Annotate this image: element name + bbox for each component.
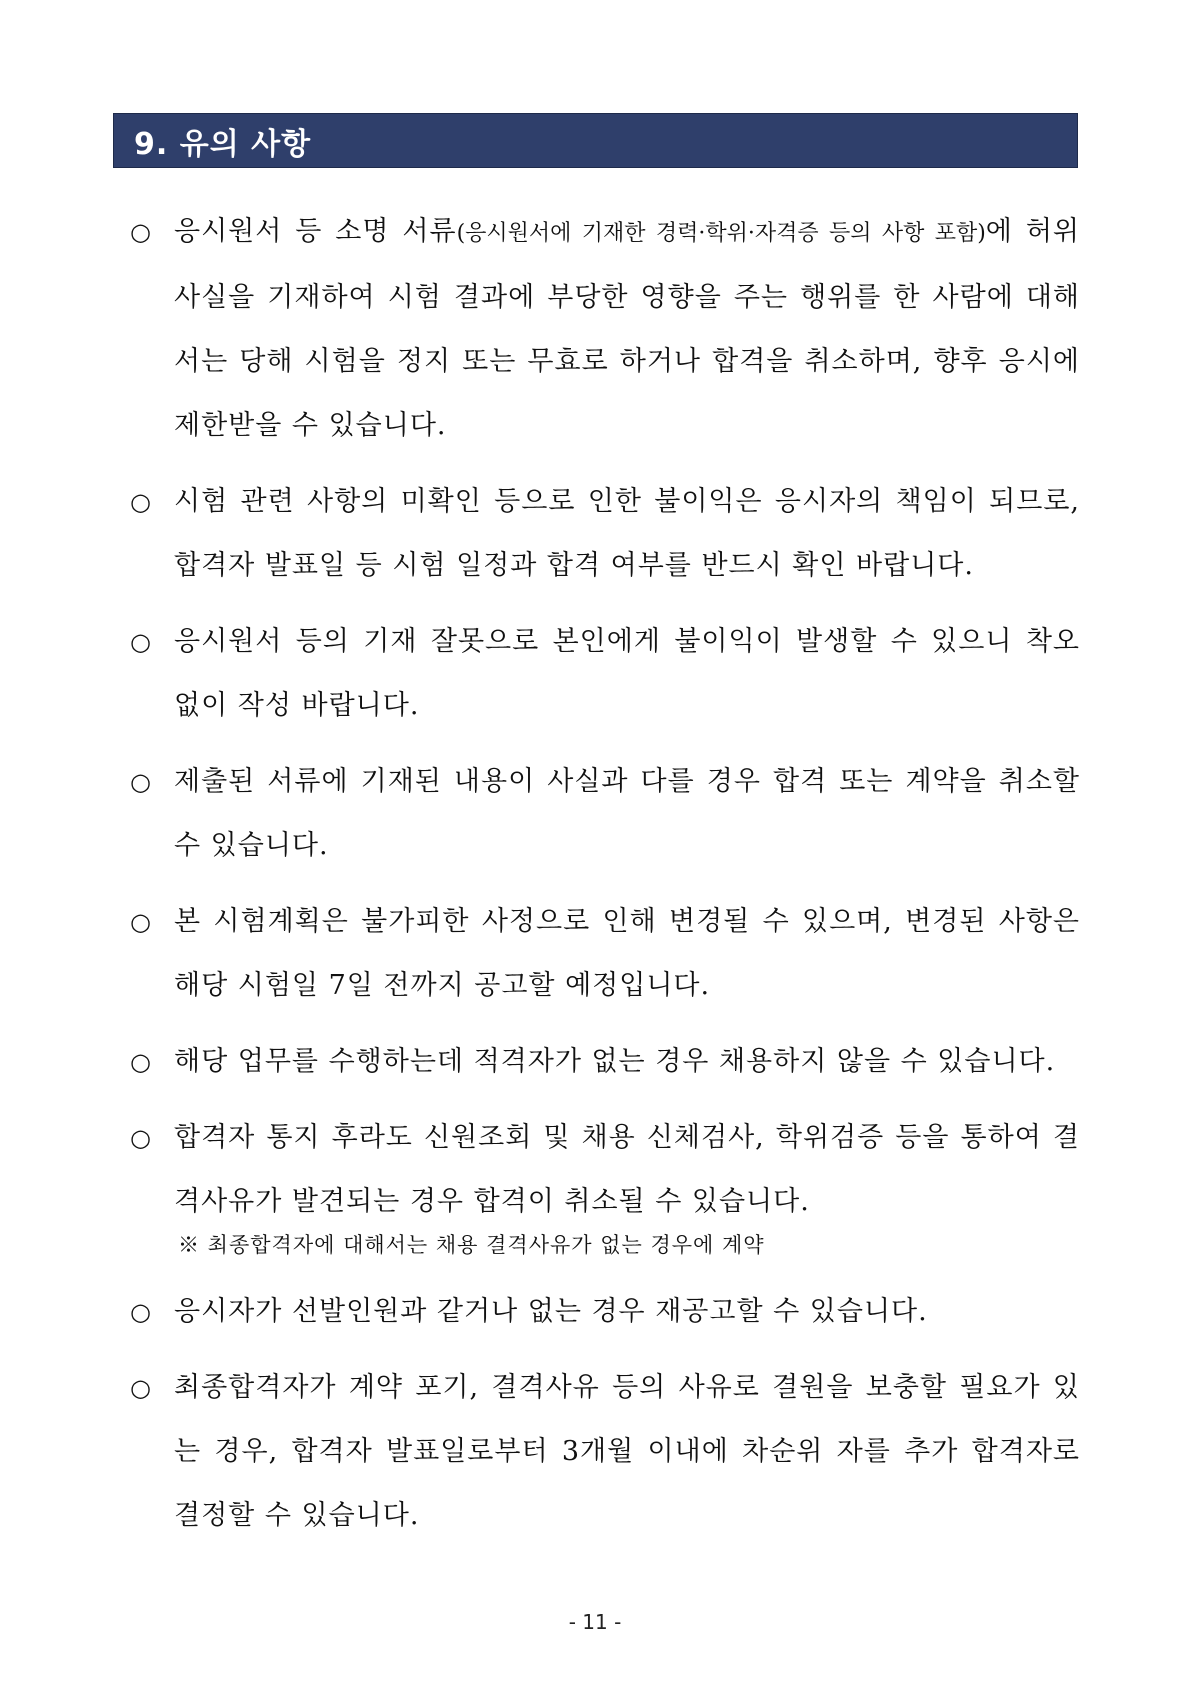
notice-item-unchecked-info: [130, 470, 1080, 598]
notice-item-additional-pass: [130, 1356, 1080, 1548]
bullet-circle-icon: ○: [130, 1298, 152, 1326]
notice-item-readvertise: [130, 1280, 1080, 1344]
bullet-circle-icon: ○: [130, 768, 152, 796]
notice-item-no-qualified: [130, 1030, 1080, 1094]
notice-text: 응시원서 등의 기재 잘못으로 본인에게 불이익이 발생할 수 있으니 착오 없이 작성 바랍니다.: [174, 626, 1080, 721]
notice-item-plan-changes: [130, 890, 1080, 1018]
notice-item-application-errors: [130, 610, 1080, 738]
bullet-circle-icon: ○: [130, 1374, 152, 1402]
section-title: 9. 유의 사항: [134, 126, 312, 162]
notice-item-document-mismatch: [130, 750, 1080, 878]
notice-text: 응시자가 선발인원과 같거나 없는 경우 재공고할 수 있습니다.: [174, 1296, 928, 1327]
notice-text: 합격자 통지 후라도 신원조회 및 채용 신체검사, 학위검증 등을 통하여 결격사유가 발견되는 경우 합격이 취소될 수 있습니다.: [174, 1122, 1080, 1217]
notice-text: 본 시험계획은 불가피한 사정으로 인해 변경될 수 있으며, 변경된 사항은 해당 시험일 7일 전까지 공고할 예정입니다.: [174, 906, 1080, 1001]
bullet-circle-icon: ○: [130, 218, 152, 246]
notice-text: 해당 업무를 수행하는데 적격자가 없는 경우 채용하지 않을 수 있습니다.: [174, 1046, 1056, 1077]
bullet-circle-icon: ○: [130, 628, 152, 656]
reference-note: ※ 최종합격자에 대해서는 채용 결격사유가 없는 경우에 계약: [178, 1233, 765, 1257]
notice-text: 제출된 서류에 기재된 내용이 사실과 다를 경우 합격 또는 계약을 취소할 수 있습니다.: [174, 766, 1080, 861]
notice-item-false-documents: [130, 200, 1080, 458]
page-number: - 11 -: [568, 1610, 622, 1634]
notice-list: [130, 200, 1080, 1560]
bullet-circle-icon: ○: [130, 1124, 152, 1152]
notice-text: 시험 관련 사항의 미확인 등으로 인한 불이익은 응시자의 책임이 되므로, 합격자 발표일 등 시험 일정과 합격 여부를 반드시 확인 바랍니다.: [174, 486, 1080, 581]
bullet-circle-icon: ○: [130, 1048, 152, 1076]
bullet-circle-icon: ○: [130, 488, 152, 516]
notice-text: 최종합격자가 계약 포기, 결격사유 등의 사유로 결원을 보충할 필요가 있는 경우, 합격자 발표일로부터 3개월 이내에 차순위 자를 추가 합격자로 결정할 수 있습니다.: [174, 1372, 1080, 1531]
bullet-circle-icon: ○: [130, 908, 152, 936]
section-header: [113, 113, 1078, 168]
notice-text: 응시원서 등 소명 서류(응시원서에 기재한 경력·학위·자격증 등의 사항 포함)에 허위 사실을 기재하여 시험 결과에 부당한 영향을 주는 행위를 한 사람에 대해서는 당해 시험을 정지 또는 무효로 하거나 합격을 취소하며, 향후 응시에 제한받을 수 있습니다.: [174, 216, 1080, 441]
notice-item-disqualification: [130, 1106, 1080, 1234]
